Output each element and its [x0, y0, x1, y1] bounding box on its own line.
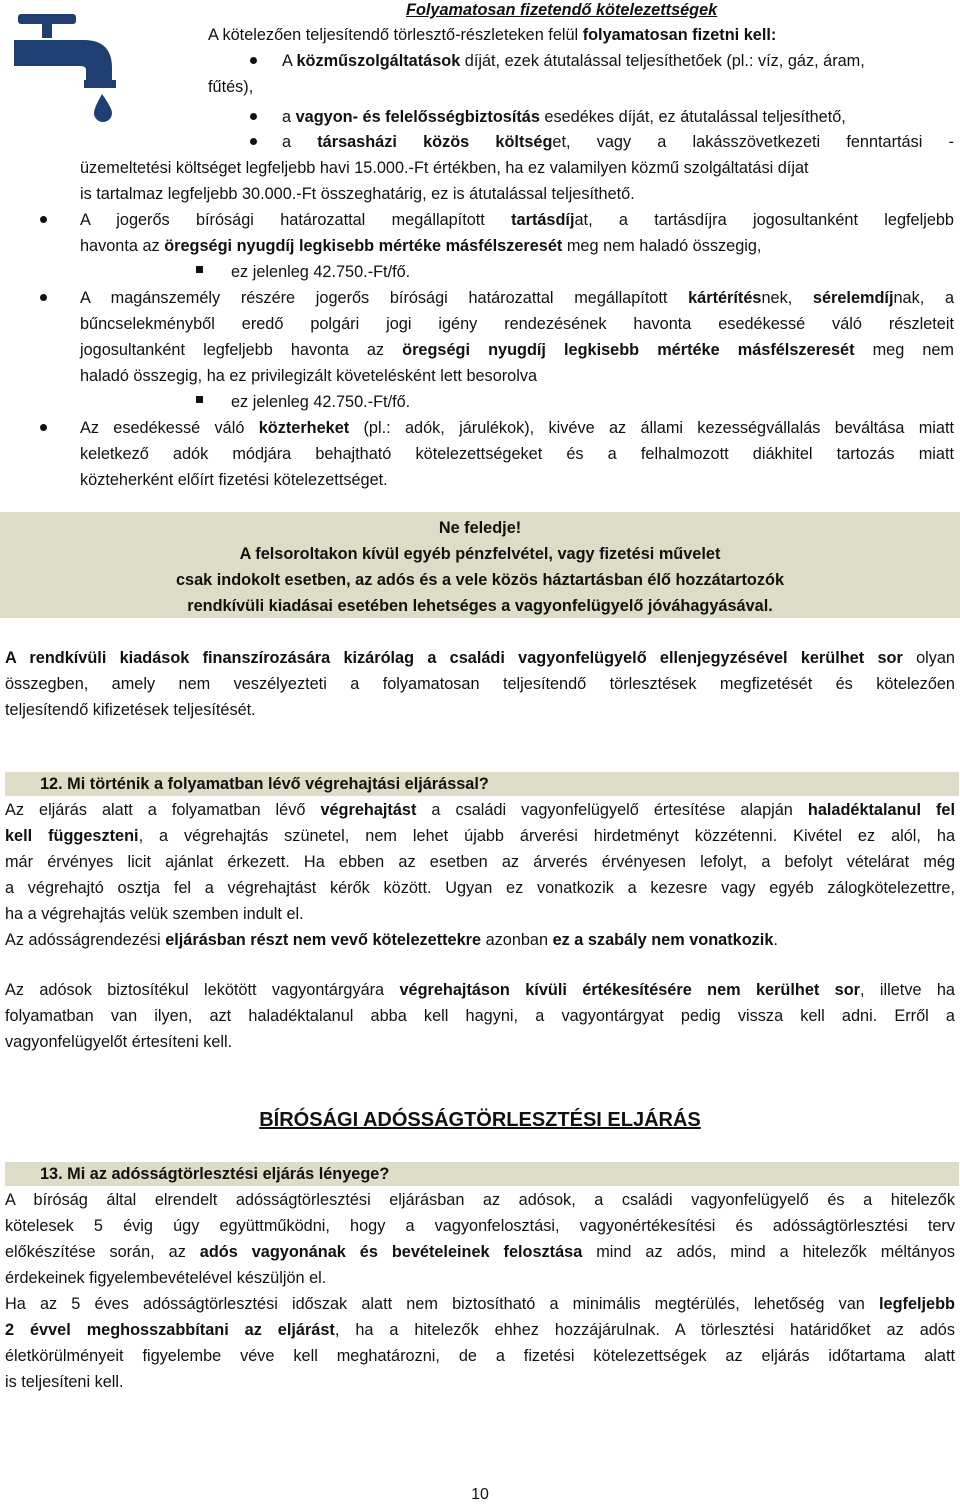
- paragraph-line: [5, 1317, 955, 1343]
- text: Az eljárás alatt a folyamatban lévő: [5, 801, 321, 819]
- text: előkészítése során, az: [5, 1243, 200, 1261]
- text: havonta az: [80, 237, 165, 255]
- bold-text: 2 évvel meghosszabbítani az eljárást: [5, 1321, 335, 1339]
- question-heading: 12. Mi történik a folyamatban lévő végrehajtási eljárással?: [40, 775, 489, 793]
- paragraph-line: kötelesek 5 évig úgy együttműködni, hogy a vagyonfelosztási, vagyonértékesítési és adósságtörlesztési terv: [5, 1217, 955, 1235]
- list-item: [282, 129, 954, 155]
- square-bullet: [196, 266, 203, 273]
- sub-item: ez jelenleg 42.750.-Ft/fő.: [231, 263, 411, 281]
- paragraph-line: folyamatban van ilyen, azt haladéktalanul abba kell hagyni, a vagyontárgyat pedig vissza kell adni. Erről a: [5, 1007, 955, 1025]
- paragraph-line: teljesítendő kifizetések teljesítését.: [5, 701, 256, 719]
- bold-text: öregségi nyugdíj legkisebb mértéke másfélszeresét: [164, 237, 563, 255]
- text: a: [282, 108, 296, 126]
- bold-text: eljárásban részt nem vevő kötelezettekre: [165, 931, 482, 949]
- bold-text: kell függeszteni: [5, 827, 139, 845]
- paragraph-line: ha a végrehajtás velük szemben indult el.: [5, 905, 304, 923]
- list-item: [80, 285, 954, 311]
- list-item: [80, 207, 954, 233]
- bold-text: öregségi nyugdíj legkisebb mértéke másfélszeresét: [402, 341, 855, 359]
- paragraph-line: [5, 797, 955, 823]
- paragraph-line: vagyonfelügyelőt értesíteni kell.: [5, 1033, 233, 1051]
- list-item-cont: bűncselekményből eredő polgári jogi igény rendezésének havonta esedékessé váló részleteit: [80, 315, 954, 333]
- text: et, vagy a lakásszövetkezeti fenntartási -: [552, 133, 954, 151]
- bold-text: közműszolgáltatások: [296, 52, 461, 70]
- list-item-cont: üzemeltetési költséget legfeljebb havi 15.000.-Ft értékben, ha ez valamilyen közmű szolgáltatási díjat: [80, 159, 809, 177]
- text: at, a tartásdíjra jogosultanként legfeljebb: [574, 211, 954, 229]
- bold-text: vagyon- és felelősségbiztosítás: [295, 108, 540, 126]
- text: a: [282, 133, 318, 151]
- paragraph-line: a végrehajtó osztja fel a végrehajtást kérők között. Ugyan ez vonatkozik a kezesre vagy egyéb zálogkötelezettre,: [5, 879, 955, 897]
- text: (pl.: adók, járulékok), kivéve az állami kezességvállalás beváltása miatt: [349, 419, 954, 437]
- bullet: [250, 138, 257, 145]
- paragraph-line: [5, 1239, 955, 1265]
- list-item-cont: is tartalmaz legfeljebb 30.000.-Ft összeghatárig, ez is átutalással teljesíthető.: [80, 185, 635, 203]
- paragraph-line: A bíróság által elrendelt adósságtörlesztési eljárásban az adósok, a családi vagyonfelügyelő és a hitelezők: [5, 1191, 955, 1209]
- page-number: 10: [471, 1486, 489, 1503]
- text: , illetve ha: [860, 981, 955, 999]
- text: , ha a hitelezők ehhez hozzájárulnak. A törlesztési határidőket az adós: [334, 1321, 955, 1339]
- paragraph-line: is teljesíteni kell.: [5, 1373, 124, 1391]
- paragraph-line: [5, 927, 778, 953]
- list-item-cont: [80, 233, 761, 259]
- text: a családi vagyonfelügyelő értesítése alapján: [416, 801, 808, 819]
- intro-bold: folyamatosan fizetni kell:: [582, 26, 777, 44]
- notice-line: A felsoroltakon kívül egyéb pénzfelvétel, vagy fizetési művelet: [239, 545, 721, 563]
- text: , a végrehajtás szünetel, nem lehet újabb árverési hirdetményt közzétenni. Kivétel ez alól, ha: [138, 827, 955, 845]
- text: A jogerős bírósági határozattal megállapított: [80, 211, 512, 229]
- square-bullet: [196, 396, 203, 403]
- list-item-cont: [80, 337, 954, 363]
- bold-text: végrehajtást: [320, 801, 417, 819]
- text: .: [773, 931, 778, 949]
- bullet: [250, 57, 257, 64]
- bold-text: társasházi közös költség: [317, 133, 553, 151]
- question-heading: 13. Mi az adósságtörlesztési eljárás lényege?: [40, 1165, 390, 1183]
- text: nek,: [761, 289, 813, 307]
- text: olyan: [902, 649, 955, 667]
- list-item: [282, 104, 846, 130]
- bold-text: ez a szabály nem vonatkozik: [552, 931, 774, 949]
- text: díját, ezek átutalással teljesíthetőek (pl.: víz, gáz, áram,: [460, 52, 865, 70]
- bold-text: kártérítés: [688, 289, 762, 307]
- bold-text: adós vagyonának és bevételeinek felosztása: [199, 1243, 583, 1261]
- list-item: [282, 48, 865, 74]
- notice-line: rendkívüli kiadásai esetében lehetséges a vagyonfelügyelő jóváhagyásával.: [187, 597, 773, 615]
- list-item-cont: közteherként előírt fizetési kötelezettséget.: [80, 471, 388, 489]
- bold-text: végrehajtáson kívüli értékesítésére nem kerülhet sor: [399, 981, 860, 999]
- text: meg nem haladó összegig,: [562, 237, 762, 255]
- paragraph-line: életkörülményeit figyelembe véve kell meghatározni, de a fizetési kötelezettségek az eljárás időtartama alatt: [5, 1347, 955, 1365]
- bold-text: haladéktalanul fel: [807, 801, 955, 819]
- bullet: [40, 424, 47, 431]
- bold-text: A rendkívüli kiadások finanszírozására kizárólag a családi vagyonfelügyelő ellenjegyzésével kerülhet sor: [5, 649, 903, 667]
- bold-text: legfeljebb: [879, 1295, 955, 1313]
- text: esedékes díját, ez átutalással teljesíthető,: [539, 108, 846, 126]
- water-tap-icon: [8, 10, 128, 125]
- list-item: [80, 415, 954, 441]
- bold-text: közterheket: [258, 419, 350, 437]
- sub-item: ez jelenleg 42.750.-Ft/fő.: [231, 393, 411, 411]
- text: Ha az 5 éves adósságtörlesztési időszak alatt nem biztosítható a minimális megtérülés, lehetőség van: [5, 1295, 879, 1313]
- text: A: [282, 52, 297, 70]
- text: nak, a: [893, 289, 954, 307]
- bullet: [40, 216, 47, 223]
- text: Az esedékessé váló: [80, 419, 259, 437]
- paragraph-line: már érvényes licit ajánlat érkezett. Ha ebben az esetben az árverés érvényesen lefolyt, a befolyt vételárat még: [5, 853, 955, 871]
- list-item-cont: keletkező adók módjára behajtható kötelezettségeket és a felhalmozott diákhitel tartozás miatt: [80, 445, 954, 463]
- text: jogosultanként legfeljebb havonta az: [80, 341, 403, 359]
- text: azonban: [481, 931, 553, 949]
- text: mind az adós, mind a hitelezők méltányos: [582, 1243, 955, 1261]
- text: Az adósok biztosítékul lekötött vagyontárgyára: [5, 981, 400, 999]
- text: Az adósságrendezési: [5, 931, 166, 949]
- bullet: [40, 294, 47, 301]
- paragraph-line: [5, 977, 955, 1003]
- paragraph-line: [5, 1291, 955, 1317]
- notice-line: Ne feledje!: [438, 519, 522, 537]
- bold-text: tartásdíj: [511, 211, 575, 229]
- intro-text: A kötelezően teljesítendő törlesztő-részleteken felül: [208, 26, 583, 44]
- text: A magánszemély részére jogerős bírósági határozattal megállapított: [80, 289, 689, 307]
- notice-line: csak indokolt esetben, az adós és a vele közös háztartásban élő hozzátartozók: [175, 571, 785, 589]
- bullet: [250, 113, 257, 120]
- section-heading: Folyamatosan fizetendő kötelezettségek: [406, 1, 718, 19]
- section-title: BÍRÓSÁGI ADÓSSÁGTÖRLESZTÉSI ELJÁRÁS: [259, 1109, 701, 1131]
- list-item-cont: fűtés),: [208, 78, 254, 96]
- list-item-cont: haladó összegig, ha ez privilegizált követelésként lett besorolva: [80, 367, 538, 385]
- bold-text: sérelemdíj: [812, 289, 894, 307]
- paragraph-line: érdekeinek figyelembevételével készüljön el.: [5, 1269, 327, 1287]
- paragraph-line: [5, 645, 955, 671]
- intro-line: [208, 22, 776, 48]
- paragraph-line: [5, 823, 955, 849]
- text: meg nem: [854, 341, 954, 359]
- paragraph-line: összegben, amely nem veszélyezteti a folyamatosan teljesítendő törlesztések megfizetését és kötelezően: [5, 675, 955, 693]
